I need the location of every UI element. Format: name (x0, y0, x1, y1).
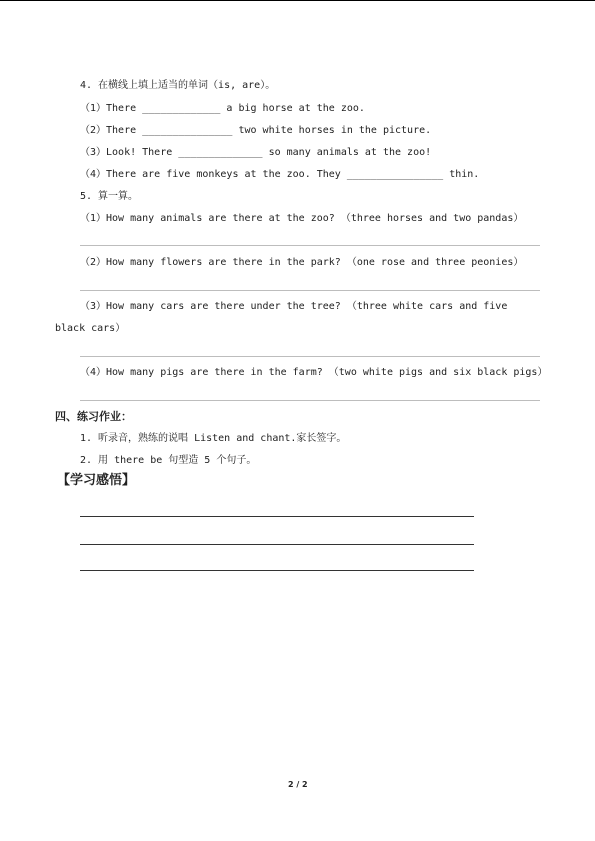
q4-title: 4. 在横线上填上适当的单词（is, are）。 (80, 80, 276, 91)
page-number: 2 / 2 (288, 780, 308, 789)
reflection-line-2 (80, 544, 474, 545)
q4-item-4: （4）There are five monkeys at the zoo. They ________________ thin. (80, 169, 480, 180)
answer-line-2 (80, 290, 540, 291)
section4-item-2: 2. 用 there be 句型造 5 个句子。 (80, 455, 257, 466)
q5-item-3-cont: black cars） (55, 323, 126, 334)
reflection-heading: 【学习感悟】 (57, 473, 136, 488)
answer-line-3 (80, 356, 540, 357)
q5-item-3: （3）How many cars are there under the tree? （three white cars and five (80, 301, 508, 312)
answer-line-4 (80, 400, 540, 401)
q4-item-1: （1）There _____________ a big horse at the zoo. (80, 103, 365, 114)
q5-item-1: （1）How many animals are there at the zoo? （three horses and two pandas） (80, 213, 524, 224)
q5-title: 5. 算一算。 (80, 191, 139, 202)
q4-item-3: （3）Look! There ______________ so many animals at the zoo! (80, 147, 432, 158)
reflection-line-1 (80, 516, 474, 517)
q5-item-2: （2）How many flowers are there in the park? （one rose and three peonies） (80, 257, 524, 268)
q5-item-4: （4）How many pigs are there in the farm? （two white pigs and six black pigs） (80, 367, 548, 378)
section4-heading: 四、练习作业： (55, 410, 132, 423)
reflection-line-3 (80, 570, 474, 571)
q4-item-2: （2）There _______________ two white horses in the picture. (80, 125, 432, 136)
section4-item-1: 1. 听录音，熟练的说唱 Listen and chant.家长签字。 (80, 433, 347, 444)
page-top-border (0, 0, 595, 1)
answer-line-1 (80, 245, 540, 246)
